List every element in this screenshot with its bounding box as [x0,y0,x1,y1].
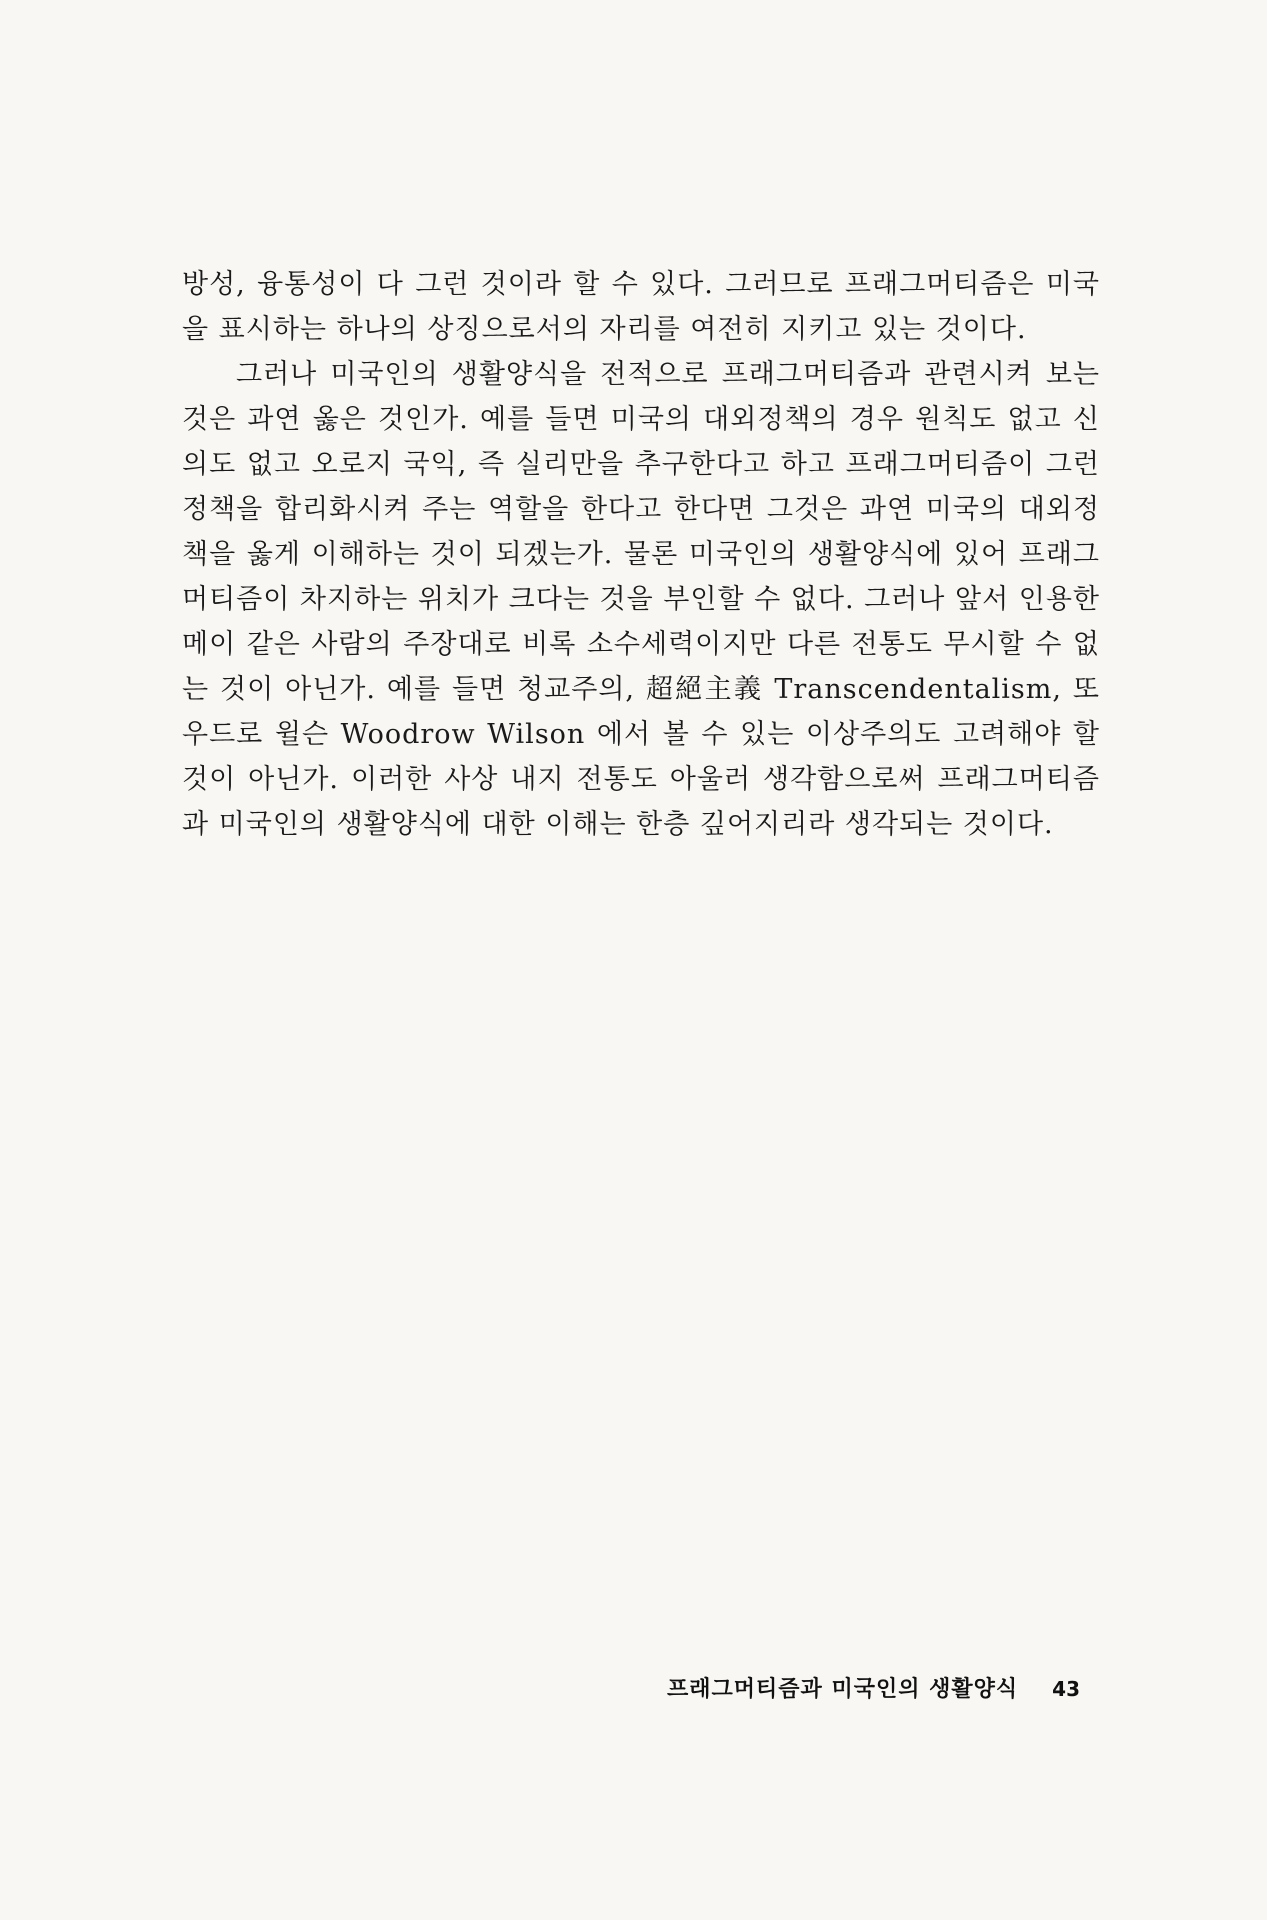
paragraph: 그러나 미국인의 생활양식을 전적으로 프래그머티즘과 관련시켜 보는 것은 과연 옳은 것인가. 예를 들면 미국의 대외정책의 경우 원칙도 없고 신의도 없고 오로지 국익, 즉 실리만을 추구한다고 하고 프래그머티즘이 그런 정책을 합리화시켜 주는 역할을 한다고 한다면 그것은 과연 미국의 대외정책을 옳게 이해하는 것이 되겠는가. 물론 미국인의 생활양식에 있어 프래그머티즘이 차지하는 위치가 크다는 것을 부인할 수 없다. 그러나 앞서 인용한 메이 같은 사람의 주장대로 비록 소수세력이지만 다른 전통도 무시할 수 없는 것이 아닌가. 예를 들면 청교주의, 超絕主義 Transcendentalism, 또 우드로 윌슨 Woodrow Wilson 에서 볼 수 있는 이상주의도 고려해야 할 것이 아닌가. 이러한 사상 내지 전통도 아울러 생각함으로써 프래그머티즘과 미국인의 생활양식에 대한 이해는 한층 깊어지리라 생각되는 것이다. [182,359,1100,840]
body-text [182,262,1100,847]
page-footer [620,1672,1080,1703]
paragraph-continuation: 방성, 융통성이 다 그런 것이라 할 수 있다. 그러므로 프래그머티즘은 미국을 표시하는 하나의 상징으로서의 자리를 여전히 지키고 있는 것이다. [182,269,1100,345]
page-number: 43 [1052,1677,1080,1701]
running-title: 프래그머티즘과 미국인의 생활양식 [667,1677,1019,1702]
